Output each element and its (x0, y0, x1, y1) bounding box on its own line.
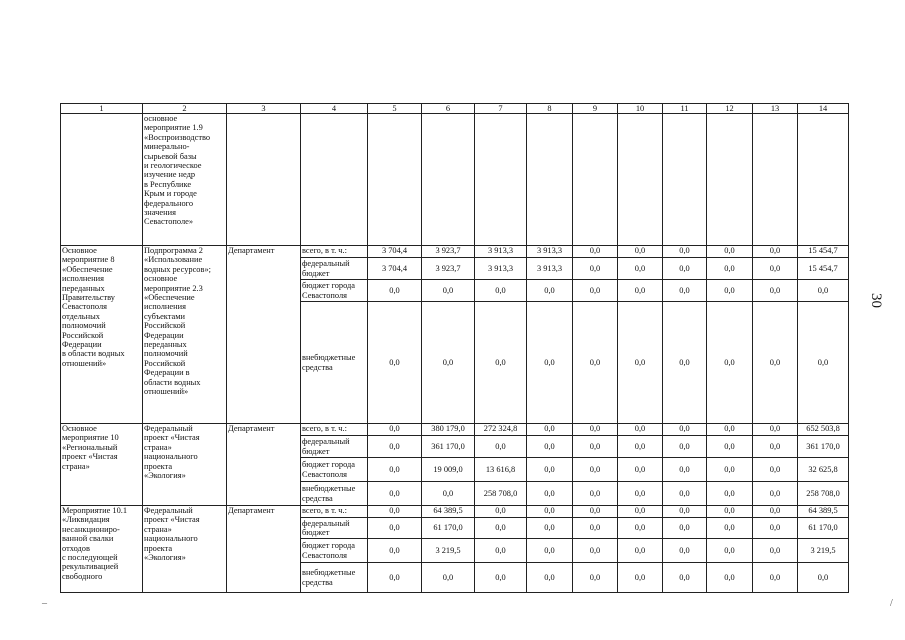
funding-type-cell: внебюджетные средства (301, 563, 368, 593)
value-cell: 0,0 (527, 563, 573, 593)
value-cell: 0,0 (475, 302, 527, 424)
value-cell: 0,0 (573, 506, 618, 518)
value-cell: 0,0 (707, 258, 753, 280)
value-cell: 0,0 (707, 436, 753, 458)
scan-mark: / (890, 598, 893, 609)
value-cell: 3 913,3 (475, 246, 527, 258)
value-cell: 0,0 (663, 246, 707, 258)
cell (61, 114, 143, 246)
scan-mark: – (42, 598, 47, 609)
value-cell: 0,0 (753, 424, 798, 436)
value-cell: 0,0 (798, 302, 849, 424)
header-cell: 14 (798, 104, 849, 114)
cell (753, 114, 798, 246)
value-cell: 0,0 (663, 280, 707, 302)
value-cell: 0,0 (527, 518, 573, 539)
value-cell: 0,0 (618, 302, 663, 424)
value-cell: 32 625,8 (798, 458, 849, 482)
value-cell: 0,0 (753, 436, 798, 458)
value-cell: 3 913,3 (527, 246, 573, 258)
cell (663, 114, 707, 246)
activity-name-cell: Мероприятие 10.1 «Ликвидация несанкциониро- ванной свалки отходов с последующей рекультивацией свободного (61, 506, 143, 593)
program-name-cell: Подпрограмма 2 «Использование водных ресурсов»; основное мероприятие 2.3 «Обеспечение исполнения субъектами Российской Федерации переданных полномочий Российской Федерации в области водных отношений» (143, 246, 227, 424)
value-cell: 0,0 (663, 539, 707, 563)
value-cell: 361 170,0 (422, 436, 475, 458)
header-cell: 6 (422, 104, 475, 114)
value-cell: 3 704,4 (368, 258, 422, 280)
funding-type-cell: бюджет города Севастополя (301, 280, 368, 302)
executor-cell: Департамент (227, 246, 301, 424)
value-cell: 258 708,0 (798, 482, 849, 506)
funding-type-cell: федеральный бюджет (301, 436, 368, 458)
cell (422, 114, 475, 246)
cell (527, 114, 573, 246)
value-cell: 0,0 (573, 302, 618, 424)
value-cell: 0,0 (618, 563, 663, 593)
cell (475, 114, 527, 246)
value-cell: 0,0 (573, 424, 618, 436)
value-cell: 3 923,7 (422, 258, 475, 280)
value-cell: 64 389,5 (422, 506, 475, 518)
value-cell: 0,0 (707, 246, 753, 258)
funding-type-cell: всего, в т. ч.: (301, 424, 368, 436)
value-cell: 0,0 (573, 436, 618, 458)
value-cell: 3 219,5 (422, 539, 475, 563)
value-cell: 0,0 (618, 258, 663, 280)
header-row (61, 104, 849, 114)
table-row (61, 506, 849, 518)
value-cell: 61 170,0 (798, 518, 849, 539)
value-cell: 0,0 (527, 539, 573, 563)
value-cell: 0,0 (753, 482, 798, 506)
page-number: 30 (868, 293, 884, 308)
funding-type-cell: федеральный бюджет (301, 518, 368, 539)
value-cell: 0,0 (475, 506, 527, 518)
value-cell: 0,0 (707, 280, 753, 302)
value-cell: 0,0 (618, 539, 663, 563)
value-cell: 0,0 (663, 518, 707, 539)
header-cell: 12 (707, 104, 753, 114)
value-cell: 3 923,7 (422, 246, 475, 258)
value-cell: 0,0 (663, 482, 707, 506)
value-cell: 0,0 (753, 458, 798, 482)
activity-name-cell: Основное мероприятие 10 «Региональный проект «Чистая страна» (61, 424, 143, 506)
value-cell: 0,0 (618, 458, 663, 482)
value-cell: 0,0 (618, 280, 663, 302)
value-cell: 0,0 (798, 280, 849, 302)
budget-table (60, 103, 849, 593)
value-cell: 0,0 (368, 482, 422, 506)
funding-type-cell: всего, в т. ч.: (301, 506, 368, 518)
value-cell: 0,0 (527, 506, 573, 518)
value-cell: 0,0 (573, 258, 618, 280)
table-row (61, 246, 849, 258)
value-cell: 0,0 (663, 458, 707, 482)
value-cell: 0,0 (753, 258, 798, 280)
value-cell: 0,0 (527, 458, 573, 482)
value-cell: 3 219,5 (798, 539, 849, 563)
activity-name-cell: Основное мероприятие 8 «Обеспечение исполнения переданных Правительству Севастополя отдельных полномочий Российской Федерации в области водных отношений» (61, 246, 143, 424)
value-cell: 0,0 (573, 280, 618, 302)
value-cell: 0,0 (368, 302, 422, 424)
cell (301, 114, 368, 246)
value-cell: 0,0 (707, 506, 753, 518)
program-name-cell: Федеральный проект «Чистая страна» национального проекта «Экология» (143, 424, 227, 506)
value-cell: 0,0 (663, 302, 707, 424)
table-row (61, 114, 849, 246)
header-cell: 3 (227, 104, 301, 114)
value-cell: 0,0 (707, 302, 753, 424)
cell (798, 114, 849, 246)
executor-cell: Департамент (227, 506, 301, 593)
value-cell: 0,0 (753, 563, 798, 593)
value-cell: 0,0 (707, 482, 753, 506)
value-cell: 0,0 (618, 518, 663, 539)
header-cell: 2 (143, 104, 227, 114)
value-cell: 0,0 (573, 539, 618, 563)
value-cell: 0,0 (618, 482, 663, 506)
value-cell: 0,0 (527, 280, 573, 302)
value-cell: 0,0 (422, 482, 475, 506)
value-cell: 0,0 (753, 506, 798, 518)
cell (573, 114, 618, 246)
value-cell: 0,0 (707, 539, 753, 563)
value-cell: 0,0 (663, 258, 707, 280)
value-cell: 0,0 (663, 563, 707, 593)
value-cell: 0,0 (663, 436, 707, 458)
header-cell: 7 (475, 104, 527, 114)
funding-type-cell: внебюджетные средства (301, 302, 368, 424)
table-row (61, 424, 849, 436)
value-cell: 0,0 (368, 280, 422, 302)
value-cell: 258 708,0 (475, 482, 527, 506)
value-cell: 0,0 (663, 506, 707, 518)
value-cell: 0,0 (618, 436, 663, 458)
value-cell: 0,0 (618, 506, 663, 518)
program-name-cell: Федеральный проект «Чистая страна» национального проекта «Экология» (143, 506, 227, 593)
funding-type-cell: бюджет города Севастополя (301, 458, 368, 482)
value-cell: 0,0 (422, 302, 475, 424)
cell (707, 114, 753, 246)
value-cell: 0,0 (527, 424, 573, 436)
value-cell: 61 170,0 (422, 518, 475, 539)
value-cell: 0,0 (368, 539, 422, 563)
value-cell: 13 616,8 (475, 458, 527, 482)
value-cell: 0,0 (475, 518, 527, 539)
value-cell: 272 324,8 (475, 424, 527, 436)
value-cell: 0,0 (368, 563, 422, 593)
value-cell: 0,0 (527, 482, 573, 506)
value-cell: 0,0 (475, 280, 527, 302)
funding-type-cell: бюджет города Севастополя (301, 539, 368, 563)
header-cell: 11 (663, 104, 707, 114)
value-cell: 0,0 (368, 518, 422, 539)
value-cell: 64 389,5 (798, 506, 849, 518)
header-cell: 10 (618, 104, 663, 114)
value-cell: 0,0 (422, 563, 475, 593)
value-cell: 0,0 (798, 563, 849, 593)
value-cell: 0,0 (573, 563, 618, 593)
value-cell: 0,0 (753, 302, 798, 424)
header-cell: 13 (753, 104, 798, 114)
cell (227, 114, 301, 246)
measure-name-cell: основное мероприятие 1.9 «Воспроизводство минерально- сырьевой базы и геологическое изучение недр в Республике Крым и городе федерального значения Севастополе» (143, 114, 227, 246)
value-cell: 3 913,3 (475, 258, 527, 280)
value-cell: 0,0 (753, 280, 798, 302)
value-cell: 19 009,0 (422, 458, 475, 482)
cell (368, 114, 422, 246)
value-cell: 0,0 (573, 482, 618, 506)
cell (618, 114, 663, 246)
value-cell: 0,0 (368, 436, 422, 458)
funding-type-cell: внебюджетные средства (301, 482, 368, 506)
value-cell: 0,0 (475, 436, 527, 458)
value-cell: 0,0 (475, 563, 527, 593)
value-cell: 0,0 (368, 424, 422, 436)
value-cell: 3 913,3 (527, 258, 573, 280)
value-cell: 0,0 (707, 563, 753, 593)
value-cell: 0,0 (527, 436, 573, 458)
value-cell: 0,0 (707, 424, 753, 436)
value-cell: 0,0 (663, 424, 707, 436)
value-cell: 0,0 (753, 539, 798, 563)
value-cell: 0,0 (527, 302, 573, 424)
header-cell: 1 (61, 104, 143, 114)
value-cell: 0,0 (753, 246, 798, 258)
value-cell: 0,0 (573, 246, 618, 258)
value-cell: 0,0 (573, 458, 618, 482)
value-cell: 0,0 (422, 280, 475, 302)
value-cell: 652 503,8 (798, 424, 849, 436)
funding-type-cell: всего, в т. ч.: (301, 246, 368, 258)
header-cell: 4 (301, 104, 368, 114)
value-cell: 3 704,4 (368, 246, 422, 258)
value-cell: 0,0 (475, 539, 527, 563)
value-cell: 0,0 (707, 458, 753, 482)
header-cell: 5 (368, 104, 422, 114)
value-cell: 361 170,0 (798, 436, 849, 458)
value-cell: 0,0 (368, 458, 422, 482)
value-cell: 380 179,0 (422, 424, 475, 436)
funding-type-cell: федеральный бюджет (301, 258, 368, 280)
value-cell: 0,0 (753, 518, 798, 539)
value-cell: 0,0 (368, 506, 422, 518)
value-cell: 15 454,7 (798, 246, 849, 258)
header-cell: 9 (573, 104, 618, 114)
value-cell: 0,0 (707, 518, 753, 539)
executor-cell: Департамент (227, 424, 301, 506)
value-cell: 0,0 (618, 246, 663, 258)
header-cell: 8 (527, 104, 573, 114)
value-cell: 0,0 (573, 518, 618, 539)
value-cell: 15 454,7 (798, 258, 849, 280)
value-cell: 0,0 (618, 424, 663, 436)
